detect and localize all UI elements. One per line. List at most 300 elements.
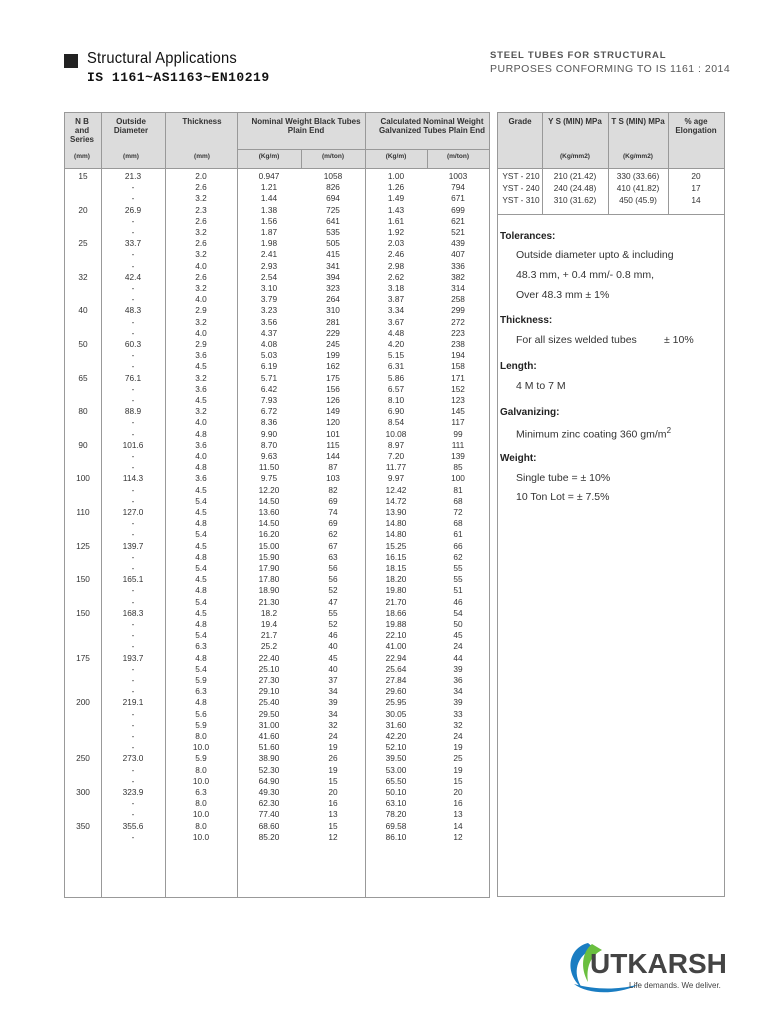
table-row	[65, 350, 489, 361]
galvanizing-text	[516, 426, 671, 441]
table-cell: 25	[78, 238, 88, 249]
table-cell: 3.87	[387, 294, 405, 305]
table-cell: -	[131, 551, 135, 562]
table-cell: 21.3	[124, 171, 142, 181]
grade-cell: YST - 240	[502, 183, 540, 193]
table-cell: 15	[453, 775, 463, 786]
table-cell: 52	[328, 619, 338, 629]
table-cell: -	[131, 675, 135, 685]
table-cell: 14.50	[258, 518, 280, 529]
table-cell: 42.20	[385, 731, 407, 741]
table-cell: 18.15	[385, 563, 407, 573]
table-cell: 8.0	[195, 731, 207, 741]
table-cell: 32	[453, 719, 463, 730]
table-cell: 29.50	[258, 708, 280, 719]
table-cell: -	[131, 260, 135, 271]
table-cell: 4.0	[195, 451, 207, 461]
table-cell: 61	[453, 529, 463, 540]
table-cell: 171	[451, 372, 465, 383]
table-row	[65, 373, 489, 384]
table-cell: 4.0	[195, 294, 207, 305]
table-cell: 8.54	[387, 417, 405, 428]
table-cell: 272	[451, 316, 465, 327]
table-cell: 158	[451, 361, 465, 372]
table-row	[65, 675, 489, 686]
table-cell: 150	[76, 607, 90, 618]
table-cell: -	[131, 619, 135, 629]
table-cell: 156	[326, 383, 340, 394]
table-cell: 111	[451, 439, 465, 450]
table-cell: 39	[328, 697, 338, 708]
table-cell: -	[131, 742, 135, 753]
table-cell: 16	[453, 798, 463, 809]
table-cell: 165.1	[122, 574, 144, 585]
table-cell: 1.44	[260, 193, 278, 204]
table-cell: -	[131, 563, 135, 573]
table-cell: 19.80	[385, 585, 407, 596]
unit-thk: (mm)	[194, 153, 210, 160]
table-cell: 14.50	[258, 495, 280, 506]
table-cell: 5.9	[195, 675, 207, 685]
table-row	[65, 765, 489, 776]
table-row	[65, 395, 489, 406]
table-cell: 10.0	[192, 831, 210, 842]
table-cell: 3.23	[260, 305, 278, 316]
weight-heading: Weight:	[500, 453, 537, 464]
unit-galv-mton: (m/ton)	[446, 153, 470, 160]
table-cell: 62	[328, 529, 338, 540]
table-cell: 4.8	[195, 585, 207, 596]
table-cell: 5.6	[195, 708, 207, 719]
table-cell: 36	[453, 675, 463, 685]
page-title: Structural Applications	[87, 50, 237, 67]
table-cell: 3.67	[387, 316, 405, 327]
table-cell: 21.7	[260, 630, 278, 641]
table-cell: 62	[453, 551, 463, 562]
table-cell: 55	[453, 574, 463, 585]
table-cell: 4.0	[195, 417, 207, 428]
table-cell: 794	[451, 182, 465, 193]
table-cell: 62.30	[258, 798, 280, 809]
table-cell: -	[131, 798, 135, 809]
table-cell: 2.03	[387, 238, 405, 249]
table-cell: 9.90	[260, 428, 278, 439]
table-row	[65, 753, 489, 764]
table-cell: -	[131, 596, 135, 607]
table-cell: 314	[451, 283, 465, 293]
table-cell: 30.05	[385, 708, 407, 719]
table-cell: 229	[326, 327, 340, 338]
table-cell: 56	[328, 574, 338, 585]
table-cell: 85	[453, 462, 463, 473]
unit-nb: (mm)	[74, 153, 90, 160]
table-cell: 2.6	[195, 271, 207, 282]
weight-line: Single tube = ± 10%	[516, 472, 611, 484]
table-cell: 4.5	[195, 540, 207, 551]
table-row	[65, 541, 489, 552]
header-thickness: Thickness	[182, 117, 222, 126]
table-cell: 34	[328, 708, 338, 719]
table-cell: 14	[453, 820, 463, 831]
table-cell: 25.10	[258, 663, 280, 674]
grade-cell: 310 (31.62)	[553, 195, 597, 205]
table-cell: 6.57	[387, 383, 405, 394]
table-cell: 826	[326, 182, 340, 193]
table-cell: 25.95	[385, 697, 407, 708]
table-cell: 32	[328, 719, 338, 730]
table-cell: 21.70	[385, 596, 407, 607]
table-cell: -	[131, 327, 135, 338]
table-cell: 52.30	[258, 764, 280, 775]
logo-name: UTKARSH	[590, 948, 727, 979]
table-cell: 394	[326, 271, 340, 282]
header-ys: Y S (MIN) MPa	[548, 117, 602, 126]
table-row	[65, 653, 489, 664]
table-cell: 22.94	[385, 652, 407, 663]
spec-table	[64, 112, 490, 898]
table-cell: 24	[453, 641, 463, 652]
table-cell: 39	[453, 663, 463, 674]
table-cell: 415	[326, 249, 340, 260]
table-cell: 6.72	[260, 406, 278, 417]
table-cell: 40	[78, 305, 88, 316]
table-row	[65, 809, 489, 820]
table-cell: 15.25	[385, 540, 407, 551]
table-cell: 19	[453, 764, 463, 775]
table-row	[65, 238, 489, 249]
table-row	[65, 406, 489, 417]
table-cell: 4.8	[195, 428, 207, 439]
table-cell: -	[131, 428, 135, 439]
table-cell: 27.84	[385, 675, 407, 685]
table-cell: 1.98	[260, 238, 278, 249]
table-cell: 48.3	[124, 305, 142, 316]
table-cell: -	[131, 719, 135, 730]
table-row	[65, 585, 489, 596]
table-cell: 336	[451, 260, 465, 271]
table-cell: 1058	[323, 171, 343, 181]
table-cell: 41.60	[258, 731, 280, 741]
table-cell: 621	[451, 215, 465, 226]
table-cell: 150	[76, 574, 90, 585]
table-cell: 1.26	[387, 182, 405, 193]
table-cell: 3.6	[195, 350, 207, 361]
table-cell: 4.0	[195, 327, 207, 338]
table-cell: 14.80	[385, 529, 407, 540]
header-elongation: % age Elongation	[675, 117, 717, 135]
table-cell: 69	[328, 495, 338, 506]
table-cell: 114.3	[122, 473, 144, 484]
table-cell: 31.60	[385, 719, 407, 730]
table-cell: 69.58	[385, 820, 407, 831]
table-cell: 355.6	[122, 820, 144, 831]
table-cell: 2.3	[195, 204, 207, 215]
table-cell: 85.20	[258, 831, 280, 842]
table-cell: 725	[326, 204, 340, 215]
table-cell: 12	[328, 831, 338, 842]
notes-panel	[497, 213, 725, 897]
table-cell: 65.50	[385, 775, 407, 786]
table-cell: 77.40	[258, 809, 280, 820]
table-cell: 13	[328, 809, 338, 820]
table-cell: 9.63	[260, 451, 278, 461]
table-cell: 3.79	[260, 294, 278, 305]
table-cell: 80	[78, 406, 88, 417]
table-cell: 699	[451, 204, 465, 215]
table-cell: 3.2	[195, 372, 207, 383]
table-row	[65, 563, 489, 574]
table-cell: 45	[453, 630, 463, 641]
table-cell: 3.34	[387, 305, 405, 316]
table-cell: 86.10	[385, 831, 407, 842]
table-cell: 68.60	[258, 820, 280, 831]
table-cell: 63.10	[385, 798, 407, 809]
table-cell: 3.2	[195, 406, 207, 417]
table-cell: 0.947	[258, 171, 280, 181]
table-cell: 238	[451, 339, 465, 349]
table-cell: 100	[451, 473, 465, 484]
table-cell: 16.15	[385, 551, 407, 562]
table-row	[65, 283, 489, 294]
table-cell: 7.93	[260, 395, 278, 405]
table-cell: 40	[328, 641, 338, 652]
table-cell: 24	[328, 731, 338, 741]
table-row	[65, 597, 489, 608]
table-cell: -	[131, 495, 135, 506]
table-cell: 64.90	[258, 775, 280, 786]
table-cell: 18.2	[260, 607, 278, 618]
table-cell: 6.42	[260, 383, 278, 394]
table-cell: 273.0	[122, 753, 144, 764]
table-cell: 20	[328, 787, 338, 797]
table-cell: 175	[76, 652, 90, 663]
table-cell: -	[131, 809, 135, 820]
table-cell: 341	[326, 260, 340, 271]
standard-subtitle: IS 1161~AS1163~EN10219	[87, 70, 270, 85]
table-cell: 32	[78, 271, 88, 282]
table-cell: 139	[451, 451, 465, 461]
grade-cell: YST - 310	[502, 195, 540, 205]
table-cell: 8.70	[260, 439, 278, 450]
grade-cell: 17	[691, 183, 701, 193]
table-cell: 31.00	[258, 719, 280, 730]
header-right-line2: PURPOSES CONFORMING TO IS 1161 : 2014	[490, 63, 731, 75]
table-cell: 8.10	[387, 395, 405, 405]
table-cell: 40	[328, 663, 338, 674]
table-cell: 1.61	[387, 215, 405, 226]
table-cell: 2.0	[195, 171, 207, 181]
table-cell: 1.38	[260, 204, 278, 215]
table-cell: 69	[328, 518, 338, 529]
table-row	[65, 507, 489, 518]
table-row	[65, 574, 489, 585]
table-cell: 88.9	[124, 406, 142, 417]
table-cell: 120	[326, 417, 340, 428]
table-cell: 8.0	[195, 764, 207, 775]
unit-ys: (Kg/mm2)	[560, 153, 590, 160]
table-cell: -	[131, 182, 135, 193]
table-cell: 20	[78, 204, 88, 215]
galvanizing-sup: 2	[666, 426, 672, 435]
table-cell: 194	[451, 350, 465, 361]
table-cell: 350	[76, 820, 90, 831]
table-cell: 6.19	[260, 361, 278, 372]
table-cell: 1.87	[260, 227, 278, 237]
table-cell: 51	[453, 585, 463, 596]
table-row	[65, 742, 489, 753]
table-cell: 49.30	[258, 787, 280, 797]
table-cell: 5.4	[195, 529, 207, 540]
table-cell: 3.10	[260, 283, 278, 293]
table-cell: 4.5	[195, 395, 207, 405]
table-cell: -	[131, 462, 135, 473]
table-cell: 149	[326, 406, 340, 417]
table-cell: 82	[328, 484, 338, 495]
table-cell: 4.8	[195, 697, 207, 708]
table-row	[65, 361, 489, 372]
table-cell: 22.40	[258, 652, 280, 663]
table-cell: 47	[328, 596, 338, 607]
table-cell: 4.8	[195, 619, 207, 629]
table-cell: 11.77	[385, 462, 407, 473]
table-cell: 12	[453, 831, 463, 842]
table-cell: 1003	[448, 171, 468, 181]
table-cell: -	[131, 764, 135, 775]
table-cell: 65	[78, 372, 88, 383]
table-cell: 19	[328, 742, 338, 753]
table-cell: 2.9	[195, 339, 207, 349]
header-od: Outside Diameter	[113, 117, 149, 135]
table-cell: 8.0	[195, 820, 207, 831]
table-row	[65, 832, 489, 843]
table-cell: 50	[453, 619, 463, 629]
table-cell: 223	[451, 327, 465, 338]
table-row	[65, 496, 489, 507]
table-cell: 264	[326, 294, 340, 305]
table-cell: -	[131, 630, 135, 641]
unit-od: (mm)	[123, 153, 139, 160]
header-grade: Grade	[508, 117, 532, 126]
table-cell: 199	[326, 350, 340, 361]
header-black: Nominal Weight Black Tubes Plain End	[251, 117, 361, 135]
table-cell: 4.5	[195, 507, 207, 517]
table-cell: 9.75	[260, 473, 278, 484]
table-cell: 245	[326, 339, 340, 349]
table-cell: 74	[328, 507, 338, 517]
unit-galv-kgm: (Kg/m)	[385, 153, 407, 160]
header-right-line1: STEEL TUBES FOR STRUCTURAL	[490, 50, 667, 61]
table-row	[65, 317, 489, 328]
galvanizing-heading: Galvanizing:	[500, 407, 560, 418]
table-cell: 6.90	[387, 406, 405, 417]
table-cell: 5.71	[260, 372, 278, 383]
table-cell: 8.97	[387, 439, 405, 450]
table-cell: 14.72	[385, 495, 407, 506]
table-row	[65, 249, 489, 260]
table-cell: 103	[326, 473, 340, 484]
table-cell: 5.86	[387, 372, 405, 383]
table-cell: 6.3	[195, 686, 207, 697]
table-row	[65, 462, 489, 473]
grade-cell: 210 (21.42)	[553, 171, 597, 181]
table-cell: 50	[78, 339, 88, 349]
table-cell: 87	[328, 462, 338, 473]
table-cell: 10.0	[192, 809, 210, 820]
table-row	[65, 686, 489, 697]
table-cell: 193.7	[122, 652, 144, 663]
table-cell: -	[131, 227, 135, 237]
table-cell: -	[131, 518, 135, 529]
table-cell: 5.9	[195, 719, 207, 730]
table-cell: 2.46	[387, 249, 405, 260]
table-cell: 125	[76, 540, 90, 551]
table-cell: -	[131, 529, 135, 540]
table-cell: 535	[326, 227, 340, 237]
table-cell: 99	[453, 428, 463, 439]
table-cell: 117	[451, 417, 465, 428]
table-cell: 68	[453, 495, 463, 506]
table-cell: 10.0	[192, 742, 210, 753]
table-row	[65, 821, 489, 832]
table-cell: 126	[326, 395, 340, 405]
grade-cell: 240 (24.48)	[553, 183, 597, 193]
logo-tagline: Life demands. We deliver.	[629, 981, 721, 990]
table-cell: 5.4	[195, 495, 207, 506]
table-cell: 24	[453, 731, 463, 741]
table-cell: 72	[453, 507, 463, 517]
table-cell: 18.66	[385, 607, 407, 618]
table-cell: 3.6	[195, 439, 207, 450]
table-cell: 4.37	[260, 327, 278, 338]
table-cell: -	[131, 383, 135, 394]
table-cell: 101	[326, 428, 340, 439]
table-cell: 6.31	[387, 361, 405, 372]
table-cell: 33	[453, 708, 463, 719]
table-row	[65, 193, 489, 204]
table-cell: 26	[328, 753, 338, 764]
table-cell: 29.10	[258, 686, 280, 697]
table-cell: -	[131, 193, 135, 204]
table-cell: 323.9	[122, 787, 144, 797]
table-cell: 323	[326, 283, 340, 293]
table-cell: -	[131, 641, 135, 652]
table-cell: 175	[326, 372, 340, 383]
table-cell: 4.48	[387, 327, 405, 338]
grade-cell: 14	[691, 195, 701, 205]
table-cell: 18.90	[258, 585, 280, 596]
table-cell: 2.93	[260, 260, 278, 271]
table-cell: -	[131, 831, 135, 842]
table-cell: 200	[76, 697, 90, 708]
thickness-heading: Thickness:	[500, 315, 553, 326]
table-cell: -	[131, 283, 135, 293]
table-cell: 123	[451, 395, 465, 405]
table-cell: 21.30	[258, 596, 280, 607]
table-cell: 5.4	[195, 663, 207, 674]
table-cell: 11.50	[258, 462, 280, 473]
table-cell: -	[131, 395, 135, 405]
table-cell: 521	[451, 227, 465, 237]
grade-cell: 410 (41.82)	[616, 183, 660, 193]
unit-black-kgm: (Kg/m)	[258, 153, 280, 160]
table-cell: 37	[328, 675, 338, 685]
table-cell: 15.90	[258, 551, 280, 562]
table-cell: 14.80	[385, 518, 407, 529]
grade-cell: 330 (33.66)	[616, 171, 660, 181]
table-row	[65, 641, 489, 652]
table-cell: 299	[451, 305, 465, 316]
table-cell: 5.4	[195, 563, 207, 573]
